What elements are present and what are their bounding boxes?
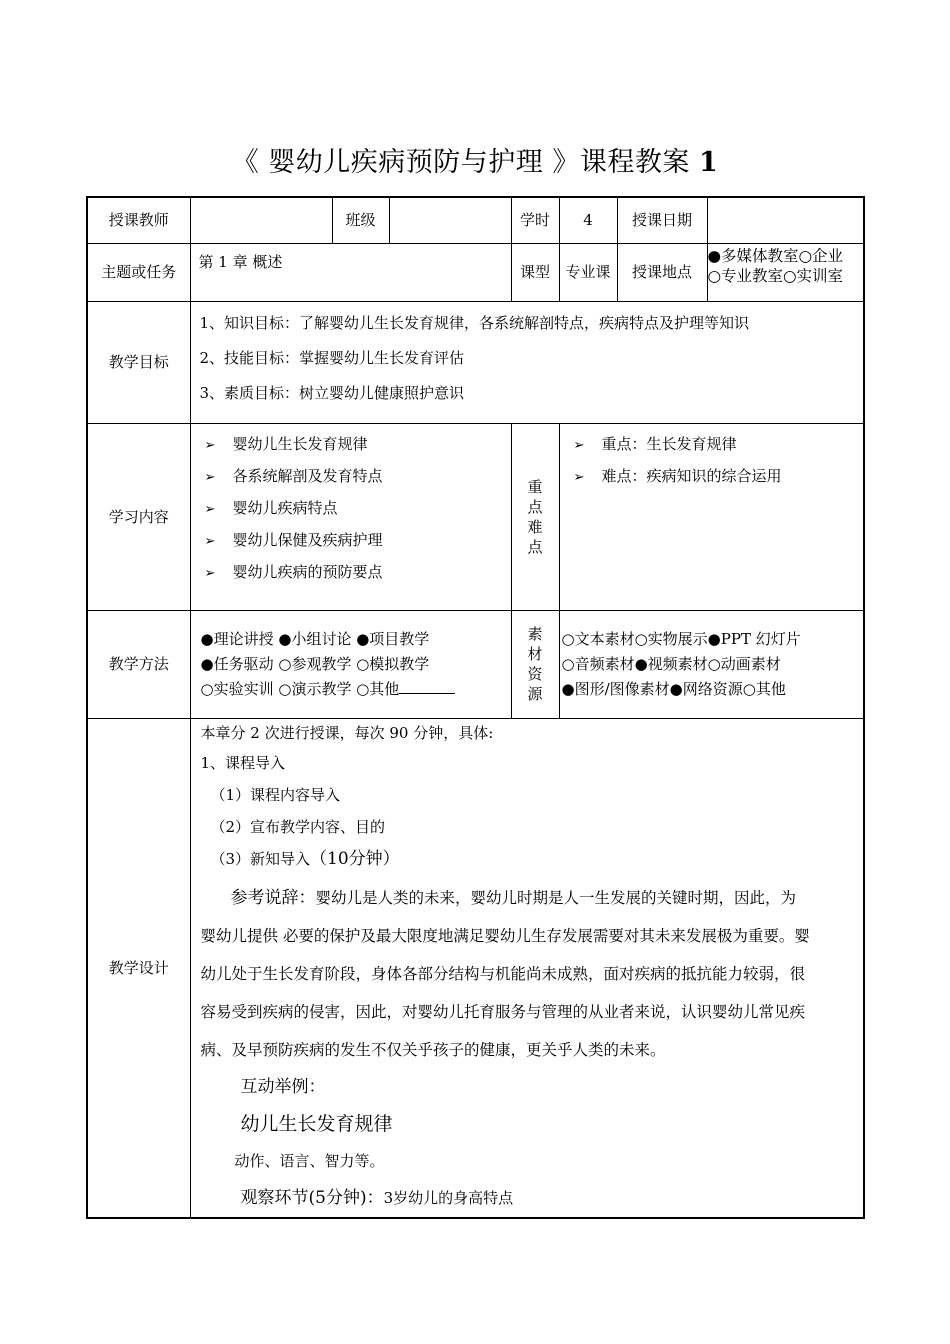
growth-heading: 幼儿生长发育规律 [240, 1112, 393, 1135]
design-label: 教学设计 [87, 718, 190, 1218]
resources-label: 素 材 资 源 [511, 610, 559, 718]
arrow-icon: ➢ [573, 469, 585, 485]
type-label: 课型 [511, 243, 559, 301]
key-points-list [559, 423, 864, 610]
list-item: ➢ 婴幼儿疾病的预防要点 [191, 556, 511, 588]
methods-list [190, 610, 511, 718]
objectives-label: 教学目标 [87, 301, 190, 423]
arrow-icon: ➢ [204, 437, 216, 453]
design-intro: 本章分 2 次进行授课，每次 90 分钟，具体: [200, 723, 494, 742]
place-line-1: ●多媒体教室○企业 [707, 246, 844, 265]
observe-line: 观察环节(5分钟)：3岁幼儿的身高特点 [240, 1187, 514, 1208]
objective-item: 1、知识目标：了解婴幼儿生长发育规律，各系统解剖特点，疾病特点及护理等知识 [199, 313, 750, 332]
methods-line: ○实验实训 ○演示教学 ○其他 [191, 677, 511, 702]
content-list [190, 423, 511, 610]
hours-label: 学时 [511, 197, 559, 243]
lesson-plan-table [86, 196, 865, 1219]
teacher-value [190, 197, 332, 243]
blank-underline [399, 679, 455, 694]
list-item: ➢ 各系统解剖及发育特点 [191, 460, 511, 492]
date-value [707, 197, 864, 243]
teacher-label: 授课教师 [87, 197, 190, 243]
arrow-icon: ➢ [204, 533, 216, 549]
list-item: ➢ 婴幼儿疾病特点 [191, 492, 511, 524]
type-value: 专业课 [559, 243, 617, 301]
design-content [190, 718, 864, 1218]
place-label: 授课地点 [617, 243, 707, 301]
place-value [707, 243, 864, 301]
reference-paragraph: 参考说辞：婴幼儿是人类的未来，婴幼儿时期是人一生发展的关键时期，因此，为 婴幼儿提供 必要的保护及最大限度地满足婴幼儿生存发展需要对其未来发展极为重要。婴 幼儿处于生长发育阶段，身体各部分结构与机能尚未成熟，面对疾病的抵抗能力较弱，很 容易受到疾病的侵害，因此，对婴幼儿托育服务与管理的从业者来说，认识婴幼儿常见疾 病、及早预防疾病的发生不仅关乎孩子的健康，更关乎人类的未来。 [200, 887, 810, 1059]
arrow-icon: ➢ [204, 469, 216, 485]
list-item: ➢ 重点：生长发育规律 [560, 428, 864, 460]
methods-line: ●任务驱动 ○参观教学 ○模拟教学 [200, 654, 430, 673]
content-label: 学习内容 [87, 423, 190, 610]
objectives-list [190, 301, 864, 423]
design-sub: （1）课程内容导入 [210, 785, 341, 804]
arrow-icon: ➢ [204, 565, 216, 581]
methods-line: ●理论讲授 ●小组讨论 ●项目教学 [200, 629, 430, 648]
design-sub: （2）宣布教学内容、目的 [210, 817, 386, 836]
hours-value: 4 [559, 197, 617, 243]
methods-label: 教学方法 [87, 610, 190, 718]
arrow-icon: ➢ [204, 501, 216, 517]
resources-line: ○文本素材○实物展示●PPT 幻灯片 [561, 629, 801, 648]
date-label: 授课日期 [617, 197, 707, 243]
class-label: 班级 [332, 197, 389, 243]
list-item: ➢ 婴幼儿保健及疾病护理 [191, 524, 511, 556]
aspects-text: 动作、语言、智力等。 [234, 1151, 385, 1170]
design-sub: （3）新知导入（10分钟） [210, 848, 400, 869]
resources-list [559, 610, 864, 718]
objective-item: 3、素质目标：树立婴幼儿健康照护意识 [199, 383, 465, 402]
place-line-2: ○专业教室○实训室 [707, 266, 844, 285]
objective-item: 2、技能目标：掌握婴幼儿生长发育评估 [199, 348, 465, 367]
resources-line: ○音频素材●视频素材○动画素材 [561, 654, 781, 673]
class-value [389, 197, 511, 243]
page-title: 《 婴幼儿疾病预防与护理 》课程教案 1 [231, 147, 719, 178]
list-item: ➢ 难点：疾病知识的综合运用 [560, 460, 864, 492]
resources-line: ●图形/图像素材●网络资源○其他 [561, 679, 786, 698]
topic-label: 主题或任务 [87, 243, 190, 301]
list-item: ➢ 婴幼儿生长发育规律 [191, 428, 511, 460]
topic-value: 第 1 章 概述 [190, 243, 511, 301]
key-points-label: 重 点 难 点 [511, 423, 559, 610]
interact-heading: 互动举例： [240, 1076, 326, 1097]
design-step: 1、课程导入 [200, 753, 286, 772]
arrow-icon: ➢ [573, 437, 585, 453]
